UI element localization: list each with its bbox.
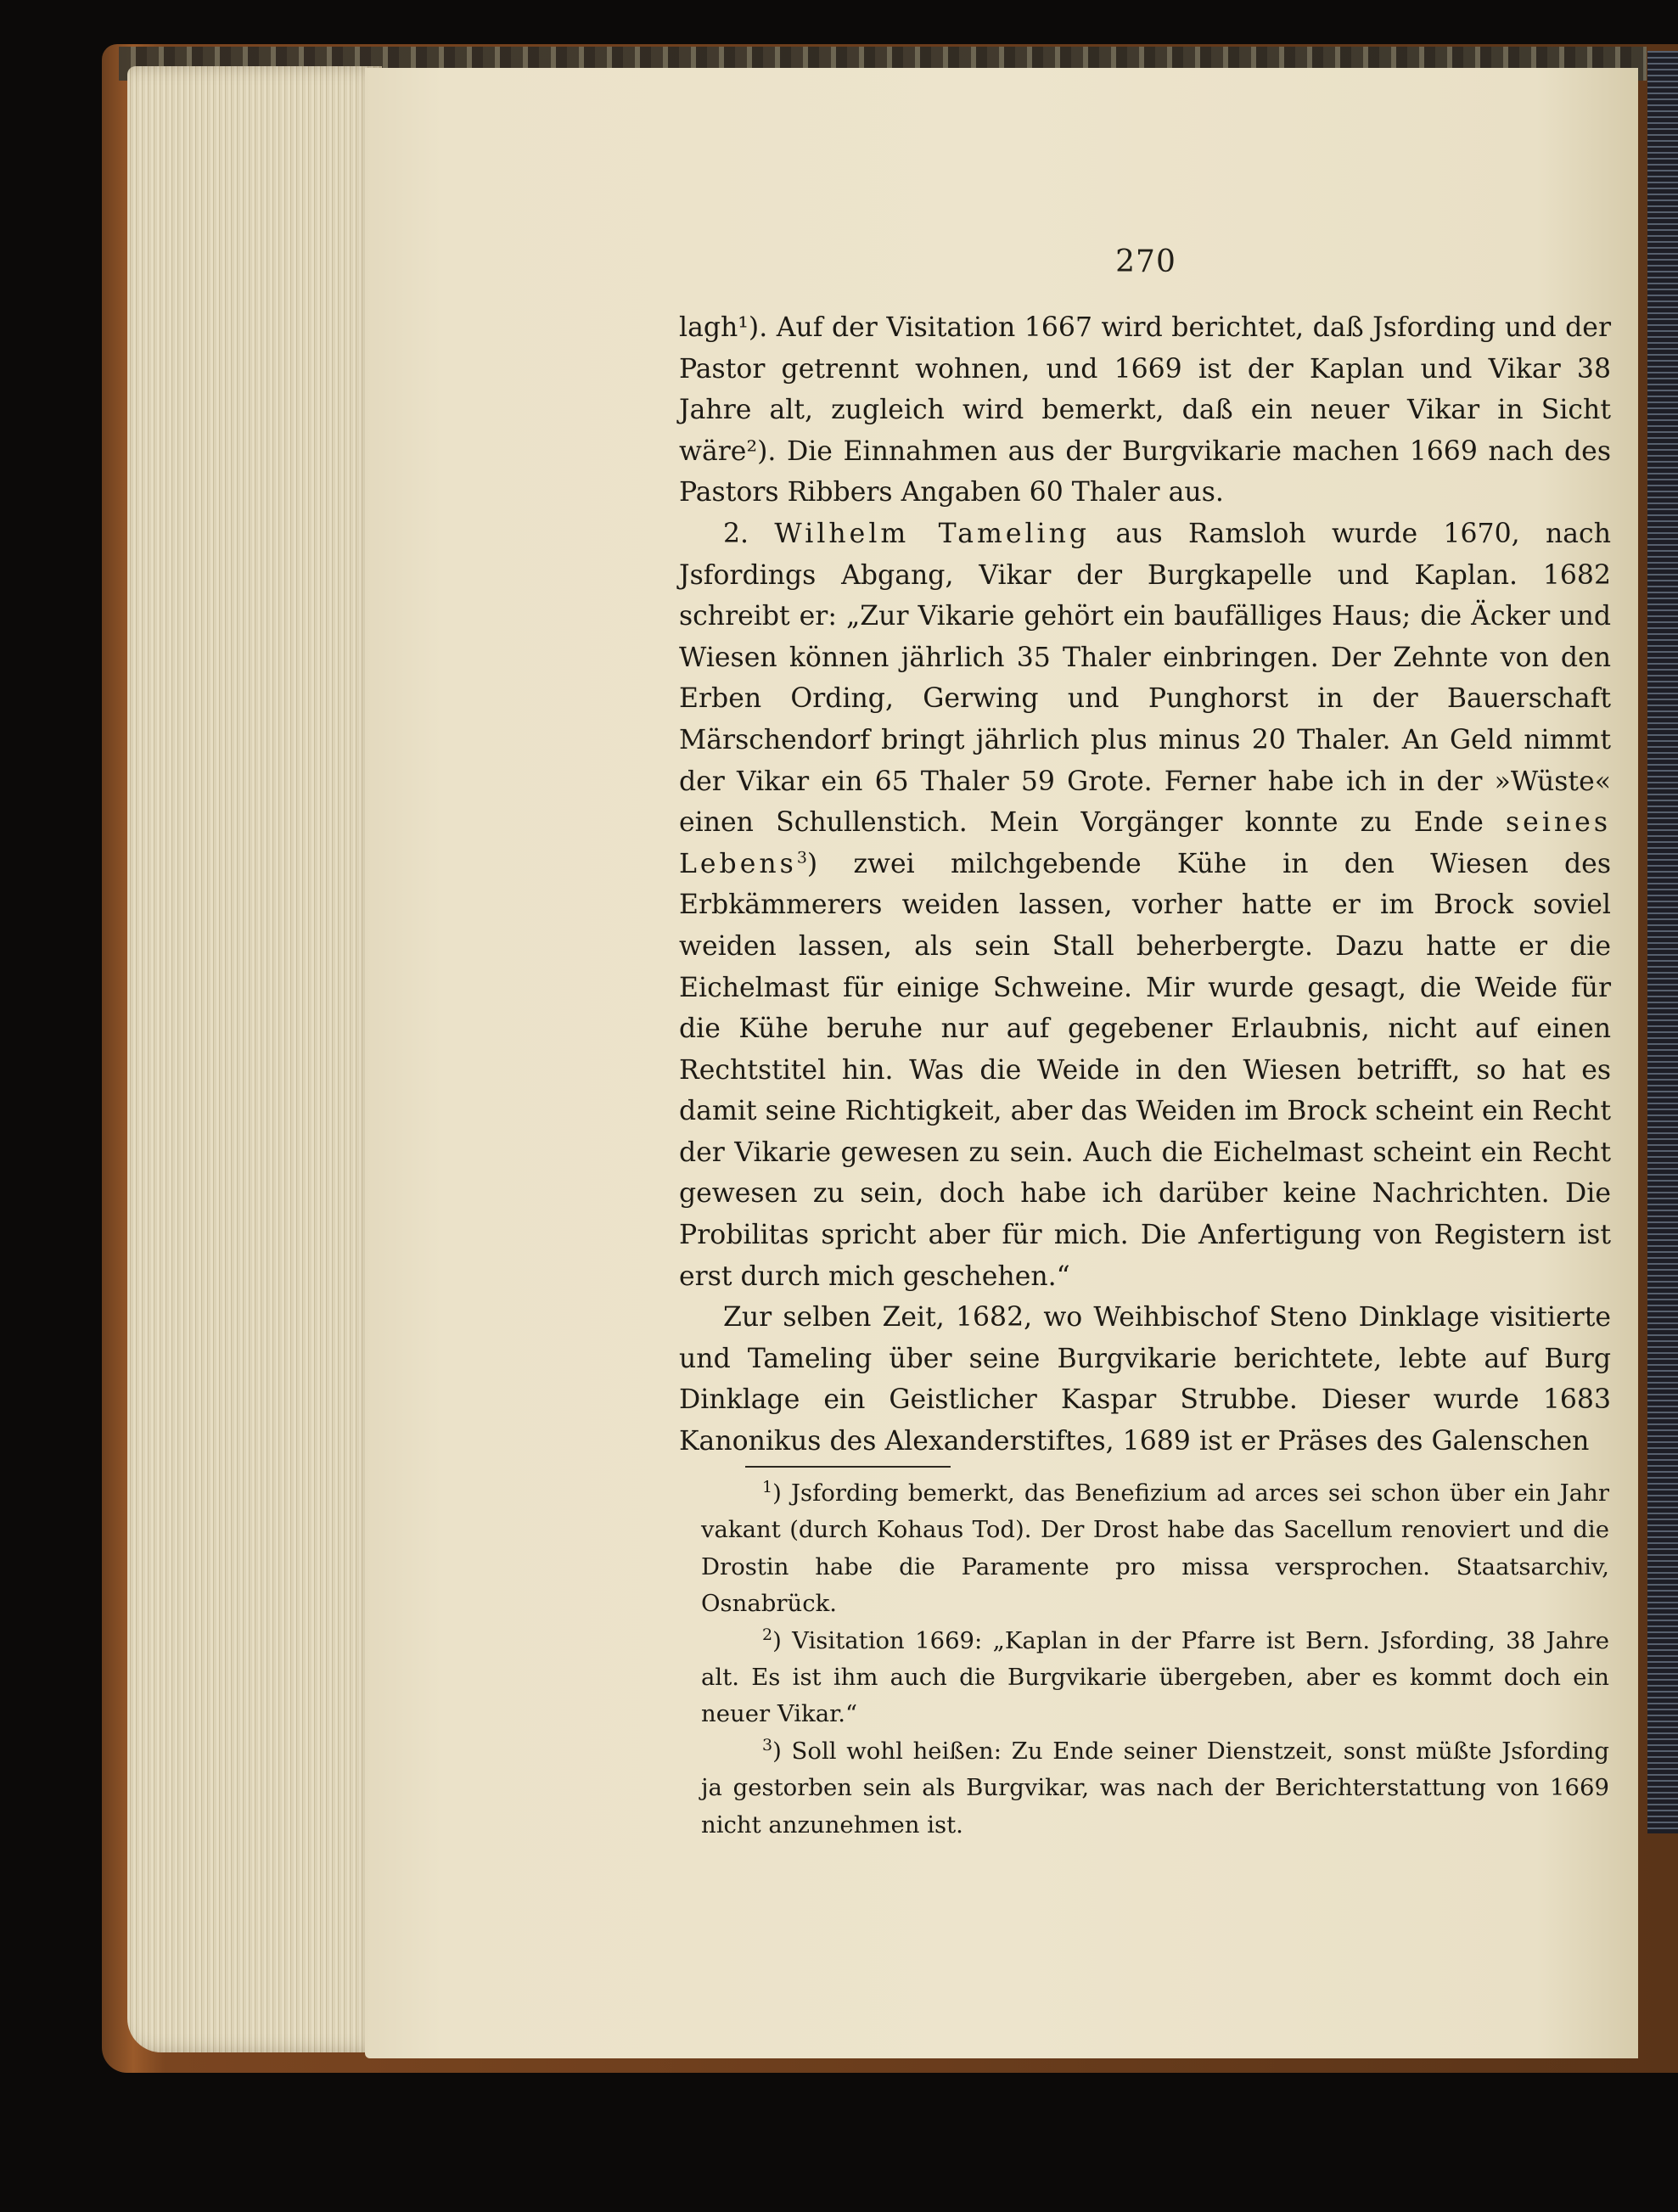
paragraph-2 (679, 514, 1611, 1297)
footnote-mark: 2 (762, 1625, 773, 1644)
footnote-mark: 1 (762, 1477, 773, 1496)
footnote-1 (701, 1475, 1609, 1623)
paragraph-1: lagh¹). Auf der Visitation 1667 wird berichtet, daß Jsfording und der Pastor getrennt wohnen, und 1669 ist der Kaplan und Vikar 38 Jahre alt, zugleich wird bemerkt, daß ein neuer Vikar in Sicht wäre²). Die Einnahmen aus der Burgvikarie machen 1669 nach des Pastors Ribbers Angaben 60 Thaler aus. (679, 312, 1611, 508)
person-name: Wilhelm Tameling (774, 518, 1091, 549)
paragraph-2-lead: 2. (723, 518, 775, 549)
footnote-text: ) Soll wohl heißen: Zu Ende seiner Dienstzeit, sonst müßte Jsfording ja gestorben sein als Burgvikar, was nach der Berichterstattung von 1669 nicht anzunehmen ist. (701, 1737, 1609, 1839)
page-edge-stack (127, 66, 382, 2052)
footnote-reference: 3 (796, 848, 807, 867)
footnote-text: ) Jsfording bemerkt, das Benefizium ad arces sei schon über ein Jahr vakant (durch Kohaus Tod). Der Drost habe das Sacellum renoviert und die Drostin habe die Paramente pro missa versprochen. Staatsarchiv, Osnabrück. (701, 1479, 1609, 1618)
binding-edge (1647, 51, 1678, 1833)
footnote-divider (745, 1466, 951, 1468)
footnote-2 (701, 1623, 1609, 1733)
page-number: 270 (1115, 244, 1176, 279)
paragraph-2-text-a: aus Ramsloh wurde 1670, nach Jsfordings Abgang, Vikar der Burgkapelle und Kaplan. 1682 schreibt er: „Zur Vikarie gehört ein baufälliges Haus; die Äcker und Wiesen können jährlich 35 Thaler einbringen. Der Zehnte von den Erben Ording, Gerwing und Punghorst in der Bauerschaft Märschendorf bringt jährlich plus minus 20 Thaler. An Geld nimmt der Vikar ein 65 Thaler 59 Grote. Ferner habe ich in der »Wüste« einen Schullenstich. Mein Vorgänger konnte zu Ende (679, 518, 1611, 839)
paragraph-3: Zur selben Zeit, 1682, wo Weihbischof Steno Dinklage visitierte und Tameling über seine Burgvikarie berichtete, lebte auf Burg Dinklage ein Geistlicher Kaspar Strubbe. Dieser wurde 1683 Kanonikus des Alexanderstiftes, 1689 ist er Präses des Galenschen (679, 1302, 1611, 1457)
footnote-3 (701, 1733, 1609, 1844)
paragraph-2-text-b: ) zwei milchgebende Kühe in den Wiesen des Erbkämmerers weiden lassen, vorher hatte er im Brock soviel weiden lassen, als sein Stall beherbergte. Dazu hatte er die Eichelmast für einige Schweine. Mir wurde gesagt, die Weide für die Kühe beruhe nur auf gegebener Erlaubnis, nicht auf einen Rechtstitel hin. Was die Weide in den Wiesen betrifft, so hat es damit seine Richtigkeit, aber das Weiden im Brock scheint ein Recht der Vikarie gewesen zu sein. Auch die Eichelmast scheint ein Recht gewesen zu sein, doch habe ich darüber keine Nachrichten. Die Probilitas spricht aber für mich. Die Anfertigung von Registern ist erst durch mich geschehen.“ (679, 848, 1611, 1292)
footnote-mark: 3 (762, 1735, 773, 1754)
footnote-text: ) Visitation 1669: „Kaplan in der Pfarre ist Bern. Jsfording, 38 Jahre alt. Es ist ihm auch die Burgvikarie übergeben, aber es kommt doch ein neuer Vikar.“ (701, 1626, 1609, 1728)
body-text (679, 307, 1611, 1463)
footnotes (701, 1475, 1609, 1844)
spaced-phrase: seines Lebens (679, 807, 1611, 879)
